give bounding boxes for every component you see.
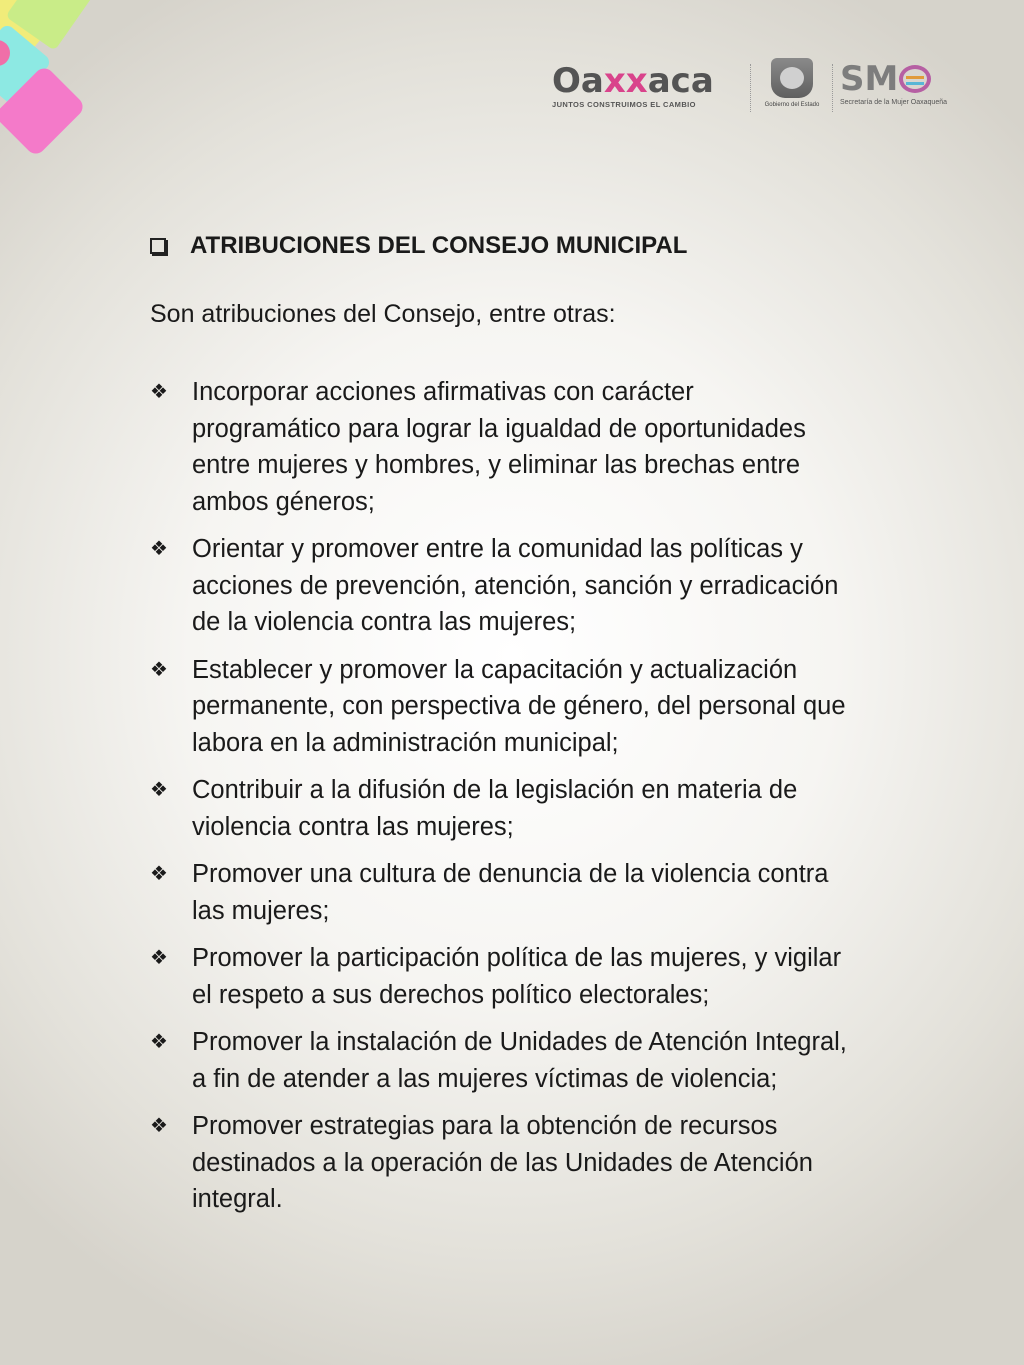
list-item: ❖ Establecer y promover la capacitación y actualización permanente, con perspectiva de género, del personal que labora en la administración municipal;	[150, 652, 920, 762]
list-item: ❖ Promover una cultura de denuncia de la violencia contra las mujeres;	[150, 856, 920, 929]
smo-letters: SM	[840, 59, 899, 99]
smo-caption: Secretaría de la Mujer Oaxaqueña	[840, 99, 948, 106]
list-item: ❖ Contribuir a la difusión de la legislación en materia de violencia contra las mujeres;	[150, 772, 920, 845]
corner-decoration	[0, 0, 90, 170]
smo-logo	[840, 59, 974, 106]
diamond-bullet-icon: ❖	[150, 381, 168, 403]
logo-divider	[750, 64, 752, 112]
list-item: ❖ Promover la participación política de las mujeres, y vigilar el respeto a sus derechos político electorales;	[150, 940, 920, 1013]
logo-divider	[832, 64, 834, 112]
oaxaca-tagline: JUNTOS CONSTRUIMOS EL CAMBIO	[552, 100, 696, 109]
checkbox-bullet-icon	[150, 238, 166, 254]
state-seal-icon	[771, 58, 813, 98]
list-item: ❖ Promover la instalación de Unidades de Atención Integral, a fin de atender a las mujeres víctimas de violencia;	[150, 1024, 920, 1097]
list-item: ❖ Promover estrategias para la obtención de recursos destinados a la operación de las Unidades de Atención integral.	[150, 1108, 920, 1218]
diamond-bullet-icon: ❖	[150, 947, 168, 969]
intro-text: Son atribuciones del Consejo, entre otras:	[150, 300, 616, 328]
slide-heading	[150, 226, 920, 266]
oaxaca-logo	[552, 61, 742, 109]
list-item: ❖ Orientar y promover entre la comunidad las políticas y acciones de prevención, atención, sanción y erradicación de la violencia contra las mujeres;	[150, 531, 920, 641]
oaxaca-logo-word: Oaxxaca	[552, 61, 714, 101]
diamond-bullet-icon: ❖	[150, 538, 168, 560]
diamond-bullet-icon: ❖	[150, 658, 168, 681]
attributions-list	[150, 374, 920, 1218]
slide-content	[150, 226, 920, 1229]
diamond-bullet-icon: ❖	[150, 779, 168, 801]
diamond-bullet-icon: ❖	[150, 863, 168, 885]
heading-text: ATRIBUCIONES DEL CONSEJO MUNICIPAL	[190, 232, 688, 259]
header-logos	[552, 58, 972, 118]
gobierno-logo	[760, 58, 824, 108]
diamond-bullet-icon: ❖	[150, 1031, 168, 1053]
diamond-bullet-icon: ❖	[150, 1115, 168, 1137]
list-item: ❖ Incorporar acciones afirmativas con carácter programático para lograr la igualdad de oportunidades entre mujeres y hombres, y eliminar las brechas entre ambos géneros;	[150, 374, 920, 520]
smo-o-icon	[899, 65, 931, 93]
gobierno-caption: Gobierno del Estado	[764, 102, 820, 108]
